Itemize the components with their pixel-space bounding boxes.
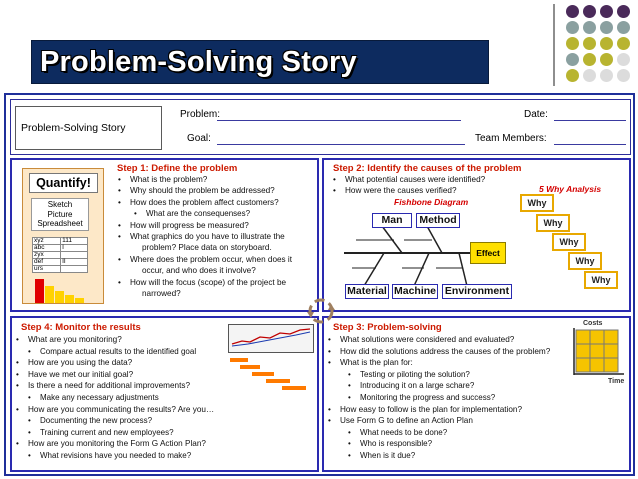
- bullet-glyph: •: [118, 197, 121, 207]
- monitor-graphic: [228, 324, 314, 392]
- decorative-dot: [583, 37, 596, 50]
- list-item: [28, 451, 191, 461]
- step3-panel: [322, 316, 631, 472]
- bone-machine: Machine: [393, 285, 436, 297]
- problem-line[interactable]: [217, 120, 461, 121]
- step1-panel: [10, 158, 319, 312]
- list-item-text: Monitoring the progress and success?: [360, 393, 496, 402]
- list-item: [16, 335, 122, 345]
- list-item: [28, 393, 159, 403]
- bullet-glyph: •: [328, 416, 331, 426]
- table-row: [33, 266, 88, 273]
- fishbone-title: Fishbone Diagram: [394, 197, 469, 207]
- table-cell: zyx: [33, 252, 61, 259]
- matrix-cell: [604, 330, 618, 344]
- why-box: Why: [568, 252, 602, 270]
- list-item: [118, 255, 292, 265]
- list-item-text: How were the causes verified?: [345, 186, 457, 195]
- quantify-items: [31, 198, 89, 231]
- bullet-glyph: •: [16, 369, 19, 379]
- bullet-glyph: •: [16, 358, 19, 368]
- list-item: [118, 221, 249, 231]
- decorative-dot: [583, 21, 596, 34]
- costs-label: Costs: [583, 320, 603, 327]
- list-item: [28, 416, 152, 426]
- list-item-text: What revisions have you needed to make?: [40, 451, 192, 460]
- bullet-glyph: •: [118, 254, 121, 264]
- list-item-text: Use Form G to define an Action Plan: [340, 416, 473, 426]
- matrix-cell: [604, 358, 618, 372]
- why-box: Why: [536, 214, 570, 232]
- bullet-glyph: •: [134, 209, 137, 219]
- list-item: [16, 370, 133, 380]
- list-item: [348, 439, 432, 449]
- bullet-glyph: •: [28, 393, 31, 402]
- list-item-text: Documenting the new process?: [40, 416, 153, 426]
- sample-bar: [45, 286, 54, 303]
- table-cell: abc: [33, 245, 61, 252]
- list-item: [348, 428, 447, 438]
- bullet-glyph: •: [118, 220, 121, 230]
- fishbone-effect: Effect: [470, 242, 506, 264]
- fishbone-bone: [459, 253, 467, 286]
- list-item-text: How does the problem affect customers?: [130, 197, 279, 207]
- bone-environment: Environment: [442, 284, 512, 299]
- why-box: Why: [552, 233, 586, 251]
- list-item-text: What is the plan for:: [340, 358, 413, 368]
- decorative-dot: [566, 53, 579, 66]
- decorative-dot: [617, 53, 630, 66]
- decorative-dot: [617, 5, 630, 18]
- bullet-glyph: •: [118, 277, 121, 287]
- matrix-cell: [576, 330, 590, 344]
- list-item-text: Introducing it on a large schare?: [360, 381, 475, 391]
- sample-bar: [65, 295, 74, 303]
- decorative-dot: [600, 53, 613, 66]
- sample-bar: [75, 298, 84, 303]
- list-item-text: How are you communicating the results? Are you…: [28, 404, 215, 414]
- slide-title-bar: [31, 40, 489, 84]
- decorative-dot: [566, 37, 579, 50]
- why-box: Why: [520, 194, 554, 212]
- bullet-glyph: •: [28, 416, 31, 426]
- decorative-dot: [617, 21, 630, 34]
- gantt-bar: [266, 379, 290, 383]
- problem-label: Problem:: [180, 109, 221, 120]
- list-item: [328, 405, 522, 415]
- list-item: [348, 393, 495, 403]
- list-item-text: Compare actual results to the identified goal: [40, 346, 197, 356]
- table-cell: def: [33, 259, 61, 266]
- step1-title: Step 1: Define the problem: [117, 163, 238, 174]
- list-item: [118, 186, 275, 196]
- list-item-text: narrowed?: [142, 289, 181, 298]
- bullet-glyph: •: [348, 439, 351, 449]
- bullet-glyph: •: [328, 358, 331, 368]
- bullet-glyph: •: [16, 439, 19, 449]
- goal-line[interactable]: [217, 144, 465, 145]
- trend-chart-frame: [229, 325, 314, 353]
- bullet-glyph: •: [333, 186, 336, 195]
- bullet-glyph: •: [16, 335, 19, 344]
- table-cell: 111: [61, 238, 88, 245]
- bullet-glyph: •: [28, 451, 31, 460]
- team-members-line[interactable]: [554, 144, 626, 145]
- list-item: [134, 209, 250, 219]
- bullet-glyph: •: [328, 404, 331, 414]
- bullet-glyph: •: [348, 393, 351, 402]
- list-item-text: Make any necessary adjustments: [40, 393, 159, 402]
- step4-title: Step 4: Monitor the results: [21, 322, 141, 333]
- list-item-text: How will progress be measured?: [130, 220, 249, 230]
- bullet-glyph: •: [328, 346, 331, 356]
- gantt-bar: [282, 386, 306, 390]
- list-item-text: Training current and new employees?: [40, 427, 174, 437]
- decorative-dot-grid: [566, 5, 638, 85]
- team-members-label: Team Members:: [475, 133, 547, 144]
- decorative-dot: [600, 21, 613, 34]
- sample-bar-chart: [33, 279, 93, 303]
- bullet-glyph: •: [118, 186, 121, 196]
- worksheet-header: [10, 99, 631, 155]
- decorative-dot: [617, 37, 630, 50]
- list-item: [328, 347, 550, 357]
- bone-method: Method: [416, 213, 460, 228]
- fishbone-bone: [414, 253, 429, 286]
- list-item: [130, 243, 272, 253]
- list-item-text: What potential causes were identified?: [345, 175, 486, 184]
- date-label: Date:: [524, 109, 548, 120]
- list-item: [130, 266, 256, 276]
- worksheet-name: Problem-Solving Story: [15, 106, 162, 150]
- matrix-cell: [604, 344, 618, 358]
- step2-panel: [322, 158, 631, 312]
- bullet-glyph: •: [118, 175, 121, 184]
- time-label: Time: [608, 378, 625, 385]
- goal-label: Goal:: [187, 133, 211, 144]
- decorative-dot: [617, 69, 630, 82]
- quantify-item: Picture: [47, 209, 73, 219]
- bullet-glyph: •: [333, 175, 336, 184]
- why-box: Why: [584, 271, 618, 289]
- list-item-text: What are the consequenses?: [146, 209, 251, 219]
- bullet-glyph: •: [28, 346, 31, 356]
- bone-man: Man: [372, 213, 412, 228]
- cycle-arrows-icon: [304, 294, 338, 328]
- list-item: [328, 335, 514, 345]
- sample-data-table: [32, 237, 88, 273]
- list-item-text: How are you monitoring the Form G Action Plan?: [28, 439, 206, 449]
- list-item-text: How did the solutions address the causes of the problem?: [340, 346, 551, 356]
- quantify-box: [22, 168, 104, 304]
- sample-bar: [35, 279, 44, 303]
- step4-panel: [10, 316, 319, 472]
- list-item: [348, 370, 470, 380]
- matrix-cell: [590, 358, 604, 372]
- list-item: [348, 451, 415, 461]
- bullet-glyph: •: [348, 381, 351, 391]
- list-item: [130, 289, 181, 299]
- list-item-text: When is it due?: [360, 451, 416, 460]
- list-item: [328, 358, 413, 368]
- list-item-text: Who is responsible?: [360, 439, 433, 449]
- list-item: [16, 381, 190, 391]
- decorative-dot: [600, 5, 613, 18]
- list-item-text: Where does the problem occur, when does it: [130, 254, 293, 264]
- list-item: [348, 381, 474, 391]
- list-item: [16, 439, 206, 449]
- worksheet: [4, 93, 635, 476]
- table-cell: urs: [33, 266, 61, 273]
- list-item: [328, 416, 473, 426]
- matrix-cell: [590, 344, 604, 358]
- quantify-item: Sketch: [47, 200, 73, 209]
- list-item: [118, 175, 207, 185]
- list-item-text: problem? Place data on storyboard.: [142, 243, 272, 253]
- matrix-cell: [576, 358, 590, 372]
- list-item-text: What is the problem?: [130, 175, 208, 184]
- bullet-glyph: •: [28, 427, 31, 437]
- bullet-glyph: •: [328, 335, 331, 344]
- list-item-text: occur, and who does it involve?: [142, 266, 256, 276]
- decorative-dot: [583, 5, 596, 18]
- step2-title: Step 2: Identify the causes of the problem: [333, 163, 522, 174]
- table-cell: II: [61, 259, 88, 266]
- table-cell: xyz: [33, 238, 61, 245]
- matrix-cell: [590, 330, 604, 344]
- date-line[interactable]: [554, 120, 626, 121]
- list-item: [118, 278, 286, 288]
- gantt-bar: [240, 365, 260, 369]
- table-cell: [61, 266, 88, 273]
- list-item-text: How easy to follow is the plan for implementation?: [340, 404, 523, 414]
- list-item-text: What solutions were considered and evaluated?: [340, 335, 515, 344]
- header-divider: [553, 4, 555, 86]
- step3-title: Step 3: Problem-solving: [333, 322, 442, 333]
- decorative-dot: [566, 5, 579, 18]
- decorative-dot: [600, 69, 613, 82]
- decorative-dot: [566, 21, 579, 34]
- decorative-dot: [566, 69, 579, 82]
- list-item-text: What graphics do you have to illustrate the: [130, 232, 285, 241]
- list-item: [118, 232, 285, 242]
- decorative-dot: [583, 53, 596, 66]
- quantify-item: Spreadsheet: [37, 219, 83, 228]
- list-item-text: What are you monitoring?: [28, 335, 122, 344]
- table-cell: I: [61, 245, 88, 252]
- bullet-glyph: •: [118, 232, 121, 241]
- list-item-text: What needs to be done?: [360, 427, 448, 437]
- bone-material: Material: [345, 284, 389, 299]
- slide-title: Problem-Solving Story: [40, 46, 357, 78]
- list-item-text: How will the focus (scope) of the project be: [130, 277, 287, 287]
- bullet-glyph: •: [16, 404, 19, 414]
- list-item-text: Have we met our initial goal?: [28, 369, 134, 379]
- list-item-text: Testing or piloting the solution?: [360, 369, 470, 379]
- sample-bar: [55, 291, 64, 303]
- decorative-dot: [583, 69, 596, 82]
- list-item: [16, 358, 132, 368]
- bullet-glyph: •: [16, 381, 19, 391]
- list-item: [28, 347, 196, 357]
- list-item: [118, 198, 279, 208]
- list-item: [28, 428, 174, 438]
- list-item: [16, 405, 214, 415]
- quantify-label: Quantify!: [29, 173, 98, 193]
- list-item-text: Why should the problem be addressed?: [130, 186, 275, 196]
- bullet-glyph: •: [348, 369, 351, 379]
- fishbone-bone: [364, 253, 384, 286]
- decorative-dot: [600, 37, 613, 50]
- list-item-text: Is there a need for additional improvements?: [28, 381, 191, 391]
- why-analysis-title: 5 Why Analysis: [539, 184, 602, 194]
- bullet-glyph: •: [348, 451, 351, 460]
- matrix-cell: [576, 344, 590, 358]
- bullet-glyph: •: [348, 427, 351, 437]
- gantt-bar: [252, 372, 274, 376]
- list-item-text: How are you using the data?: [28, 358, 133, 368]
- gantt-bar: [230, 358, 248, 362]
